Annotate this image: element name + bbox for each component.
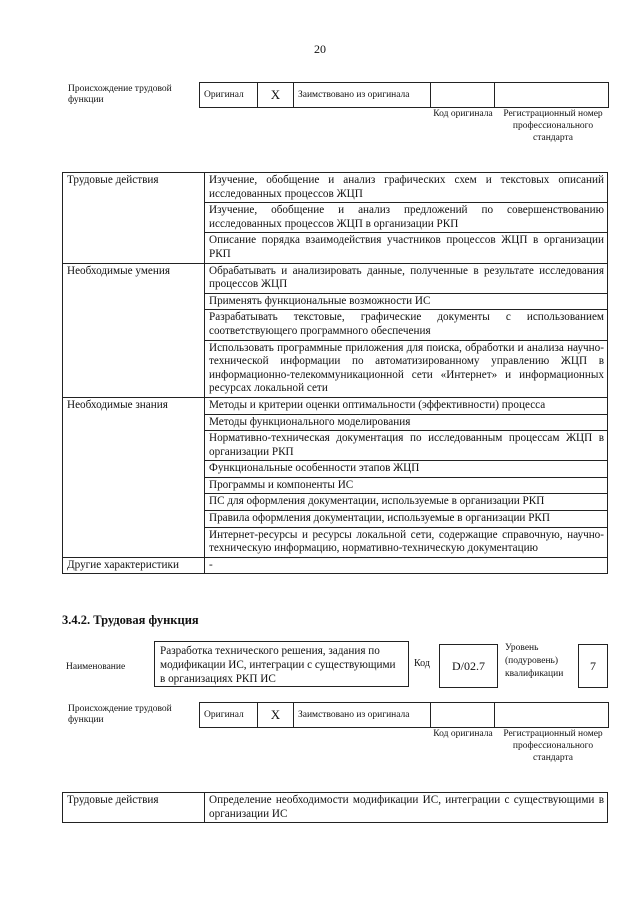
actions-header: Трудовые действия (63, 793, 205, 823)
action-item: Описание порядка взаимодействия участников процессов ЖЦП в организации РКП (205, 233, 608, 263)
origin-borrowed: Заимствовано из оригинала (294, 703, 431, 728)
skills-header: Необходимые умения (63, 263, 205, 397)
action-item: Изучение, обобщение и анализ предложений по совершенствованию исследованных процессов ЖЦП в организации РКП (205, 203, 608, 233)
origin-label: Происхождение трудовой функции (68, 704, 172, 725)
origin-code-label: Код оригинала (433, 729, 493, 739)
table-row (63, 397, 608, 414)
function-name: Разработка технического решения, задания по модификации ИС, интеграции с существующими в организациях РКП ИС (154, 641, 409, 687)
origin-strip (199, 702, 609, 728)
requirements-table (62, 172, 608, 574)
table-row (63, 557, 608, 574)
requirements-table-2 (62, 792, 608, 823)
table-row (63, 263, 608, 293)
origin-code-cell (431, 703, 495, 728)
action-item: Изучение, обобщение и анализ графических схем и текстовых описаний исследованных процессов ЖЦП (205, 173, 608, 203)
section-title: 3.4.2. Трудовая функция (62, 613, 199, 627)
origin-borrowed: Заимствовано из оригинала (294, 83, 431, 108)
origin-code-label: Код оригинала (433, 109, 493, 119)
knowledge-item: Методы функционального моделирования (205, 414, 608, 431)
page-number: 20 (314, 42, 326, 56)
function-code: D/02.7 (439, 644, 498, 688)
knowledge-item: Правила оформления документации, используемые в организации РКП (205, 511, 608, 528)
table-row (63, 793, 608, 823)
table-row (63, 173, 608, 203)
origin-label: Происхождение трудовой функции (68, 84, 172, 105)
knowledge-item: Функциональные особенности этапов ЖЦП (205, 461, 608, 478)
knowledge-item: Нормативно-техническая документация по исследованным процессам ЖЦП в организации РКП (205, 431, 608, 461)
knowledge-item: Методы и критерии оценки оптимальности (эффективности) процесса (205, 397, 608, 414)
origin-code-cell (431, 83, 495, 108)
level-label (505, 642, 573, 681)
action-item: Определение необходимости модификации ИС, интеграции с существующими в организации ИС (205, 793, 608, 823)
origin-reg-cell (495, 703, 609, 728)
origin-x-mark: X (258, 703, 294, 728)
skill-item: Применять функциональные возможности ИС (205, 293, 608, 310)
skill-item: Разрабатывать текстовые, графические документы с использованием соответствующего программного обеспечения (205, 310, 608, 340)
other-header: Другие характеристики (63, 557, 205, 574)
knowledge-header: Необходимые знания (63, 397, 205, 557)
origin-reg-label: Регистрационный номер профессионального стандарта (503, 729, 603, 763)
origin-strip (199, 82, 609, 108)
origin-original: Оригинал (200, 703, 258, 728)
knowledge-item: Интернет-ресурсы и ресурсы локальной сети, содержащие справочную, научно-техническую информацию, нормативно-техническую документацию (205, 527, 608, 557)
actions-header: Трудовые действия (63, 173, 205, 264)
qualification-level: 7 (578, 644, 608, 688)
skill-item: Обрабатывать и анализировать данные, полученные в результате исследования процессов ЖЦП (205, 263, 608, 293)
knowledge-item: ПС для оформления документации, используемые в организации РКП (205, 494, 608, 511)
origin-reg-cell (495, 83, 609, 108)
origin-reg-label: Регистрационный номер профессионального стандарта (503, 109, 603, 143)
name-label: Наименование (66, 662, 126, 672)
origin-original: Оригинал (200, 83, 258, 108)
code-label: Код (414, 658, 430, 669)
other-value: - (205, 557, 608, 574)
origin-x-mark: X (258, 83, 294, 108)
level-label-text: Уровень (подуровень) квалификации (505, 643, 564, 679)
skill-item: Использовать программные приложения для поиска, обработки и анализа научно-технической информации по автоматизированному управлению ЖЦП в информационно-телекоммуникационной сети «Интернет» и информационных ресурсах локальной сети (205, 340, 608, 397)
knowledge-item: Программы и компоненты ИС (205, 477, 608, 494)
